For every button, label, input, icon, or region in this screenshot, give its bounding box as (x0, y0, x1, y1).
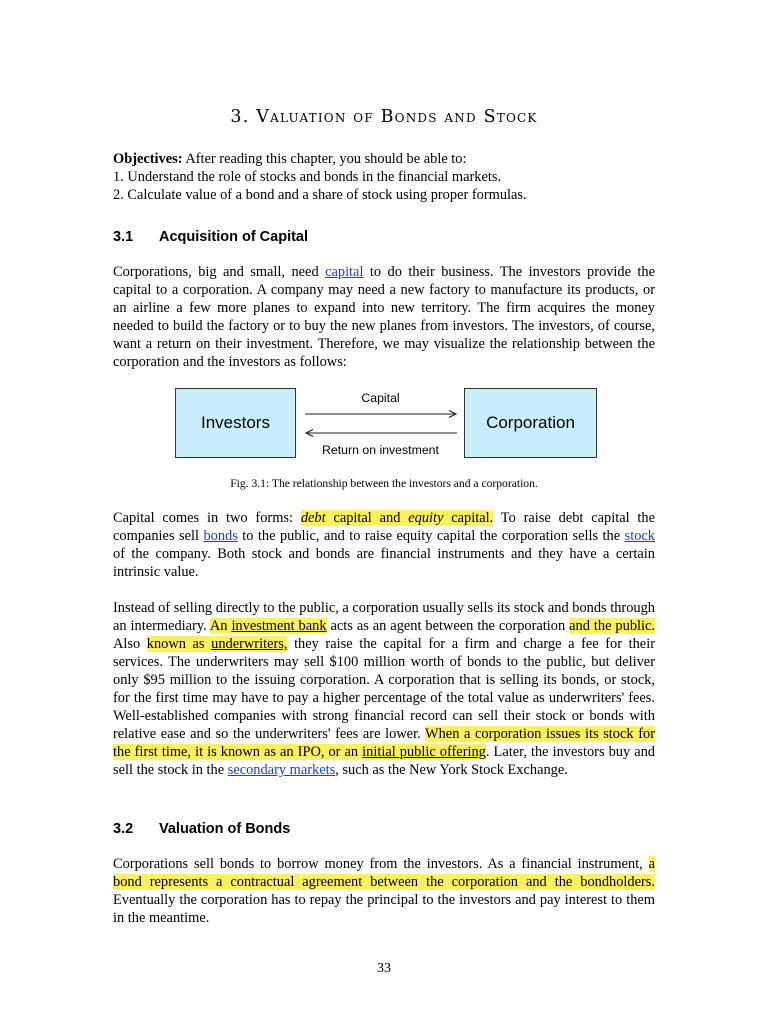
link-stock[interactable]: stock (624, 528, 655, 544)
text-run: they raise the capital for a firm and charge a fee for their services. The underwriters may sell $100 million worth of bonds to the public, but deliver only $95 million to the issuing corporation. A corporation that is selling its bonds, or stock, for the first time may have to pay a higher percentage of the total value as underwriters' fees. Well-established companies with strong financial record can sell their stock or bonds with relative ease and so the underwriters' fees are lower. (113, 636, 655, 742)
objective-item: 2. Calculate value of a bond and a share of stock using proper formulas. (113, 187, 527, 203)
text-run: capital and (325, 510, 409, 526)
text-run: acts as an agent between the corporation (326, 618, 570, 634)
text-run: Eventually the corporation has to repay the principal to the investors and pay interest to them in the meantime. (113, 892, 655, 926)
paragraph-bonds (113, 855, 655, 927)
highlight-debt-equity (301, 510, 493, 526)
return-arrow-label: Return on investment (322, 443, 439, 457)
page-number: 33 (377, 961, 391, 976)
return-arrow (306, 430, 457, 437)
investors-box: Investors (175, 388, 296, 458)
corporation-box: Corporation (464, 388, 597, 458)
text-run: Capital comes in two forms: (113, 510, 301, 526)
section-title: Acquisition of Capital (159, 229, 309, 245)
section-number: 3.2 (113, 821, 134, 837)
objectives-block (113, 150, 655, 204)
objectives-intro-text: After reading this chapter, you should be able to: (182, 151, 467, 167)
text-run: To raise debt capital the companies sell (113, 510, 655, 544)
link-capital[interactable]: capital (325, 264, 364, 280)
paragraph-capital-forms (113, 509, 655, 581)
text-run: An (209, 618, 232, 634)
chapter-title: 3. Valuation of Bonds and Stock (230, 107, 538, 127)
section-number: 3.1 (113, 229, 134, 245)
section-title: Valuation of Bonds (159, 821, 291, 837)
figure-caption: Fig. 3.1: The relationship between the investors and a corporation. (230, 477, 538, 490)
section-heading-3-1 (113, 228, 308, 246)
term-debt: debt (300, 510, 326, 526)
link-bonds[interactable]: bonds (203, 528, 238, 544)
section-heading-3-2 (113, 820, 290, 838)
capital-arrow-label: Capital (361, 391, 400, 405)
objective-item: 1. Understand the role of stocks and bonds in the financial markets. (113, 169, 502, 185)
objectives-intro (113, 150, 655, 168)
capital-arrow (305, 411, 456, 418)
text-run: . Later, the investors buy and sell the stock in the (113, 744, 656, 778)
term-equity: equity (408, 510, 444, 526)
objectives-label: Objectives: (113, 151, 183, 167)
term-underwriters: underwriters, (211, 636, 288, 652)
text-run: When a corporation issues its stock for the first time, it is known as an IPO, or an (113, 726, 655, 760)
text-run: capital. (443, 510, 494, 526)
term-investment-bank: investment bank (231, 618, 327, 634)
link-secondary-markets[interactable]: secondary markets (227, 762, 336, 778)
text-run: to the public, and to raise equity capital the corporation sells the (237, 528, 625, 544)
text-run: to do their business. The investors provide the capital to a corporation. A company may need a new factory to manufacture its products, or an airline a few more planes to expand into new territory. The firm acquires the money needed to build the factory or to buy the new planes from investors. The investors, of course, want a return on their investment. Therefore, we may visualize the relationship between the corporation and the investors as follows: (113, 264, 655, 370)
text-run: Corporations, big and small, need (113, 264, 326, 280)
highlight-bond-definition: a bond represents a contractual agreement between the corporation and the bondholders. (113, 856, 655, 890)
highlight-investment-bank (210, 618, 327, 634)
text-run: Corporations sell bonds to borrow money from the investors. As a financial instrument, (113, 856, 649, 872)
text-run: Also (113, 636, 147, 652)
paragraph-acquisition (113, 263, 655, 371)
text-run: known as (146, 636, 212, 652)
term-initial-public-offering: initial public offering (362, 744, 486, 760)
highlight-and-the-public: and the public. (569, 618, 655, 634)
paragraph-intermediary (113, 599, 655, 779)
text-run: Instead of selling directly to the public, a corporation usually sells its stock and bonds through an intermediary. (113, 600, 655, 634)
highlight-underwriters (147, 636, 288, 652)
text-run: of the company. Both stock and bonds are financial instruments and they have a certain intrinsic value. (113, 546, 655, 580)
text-run: , such as the New York Stock Exchange. (335, 762, 568, 778)
